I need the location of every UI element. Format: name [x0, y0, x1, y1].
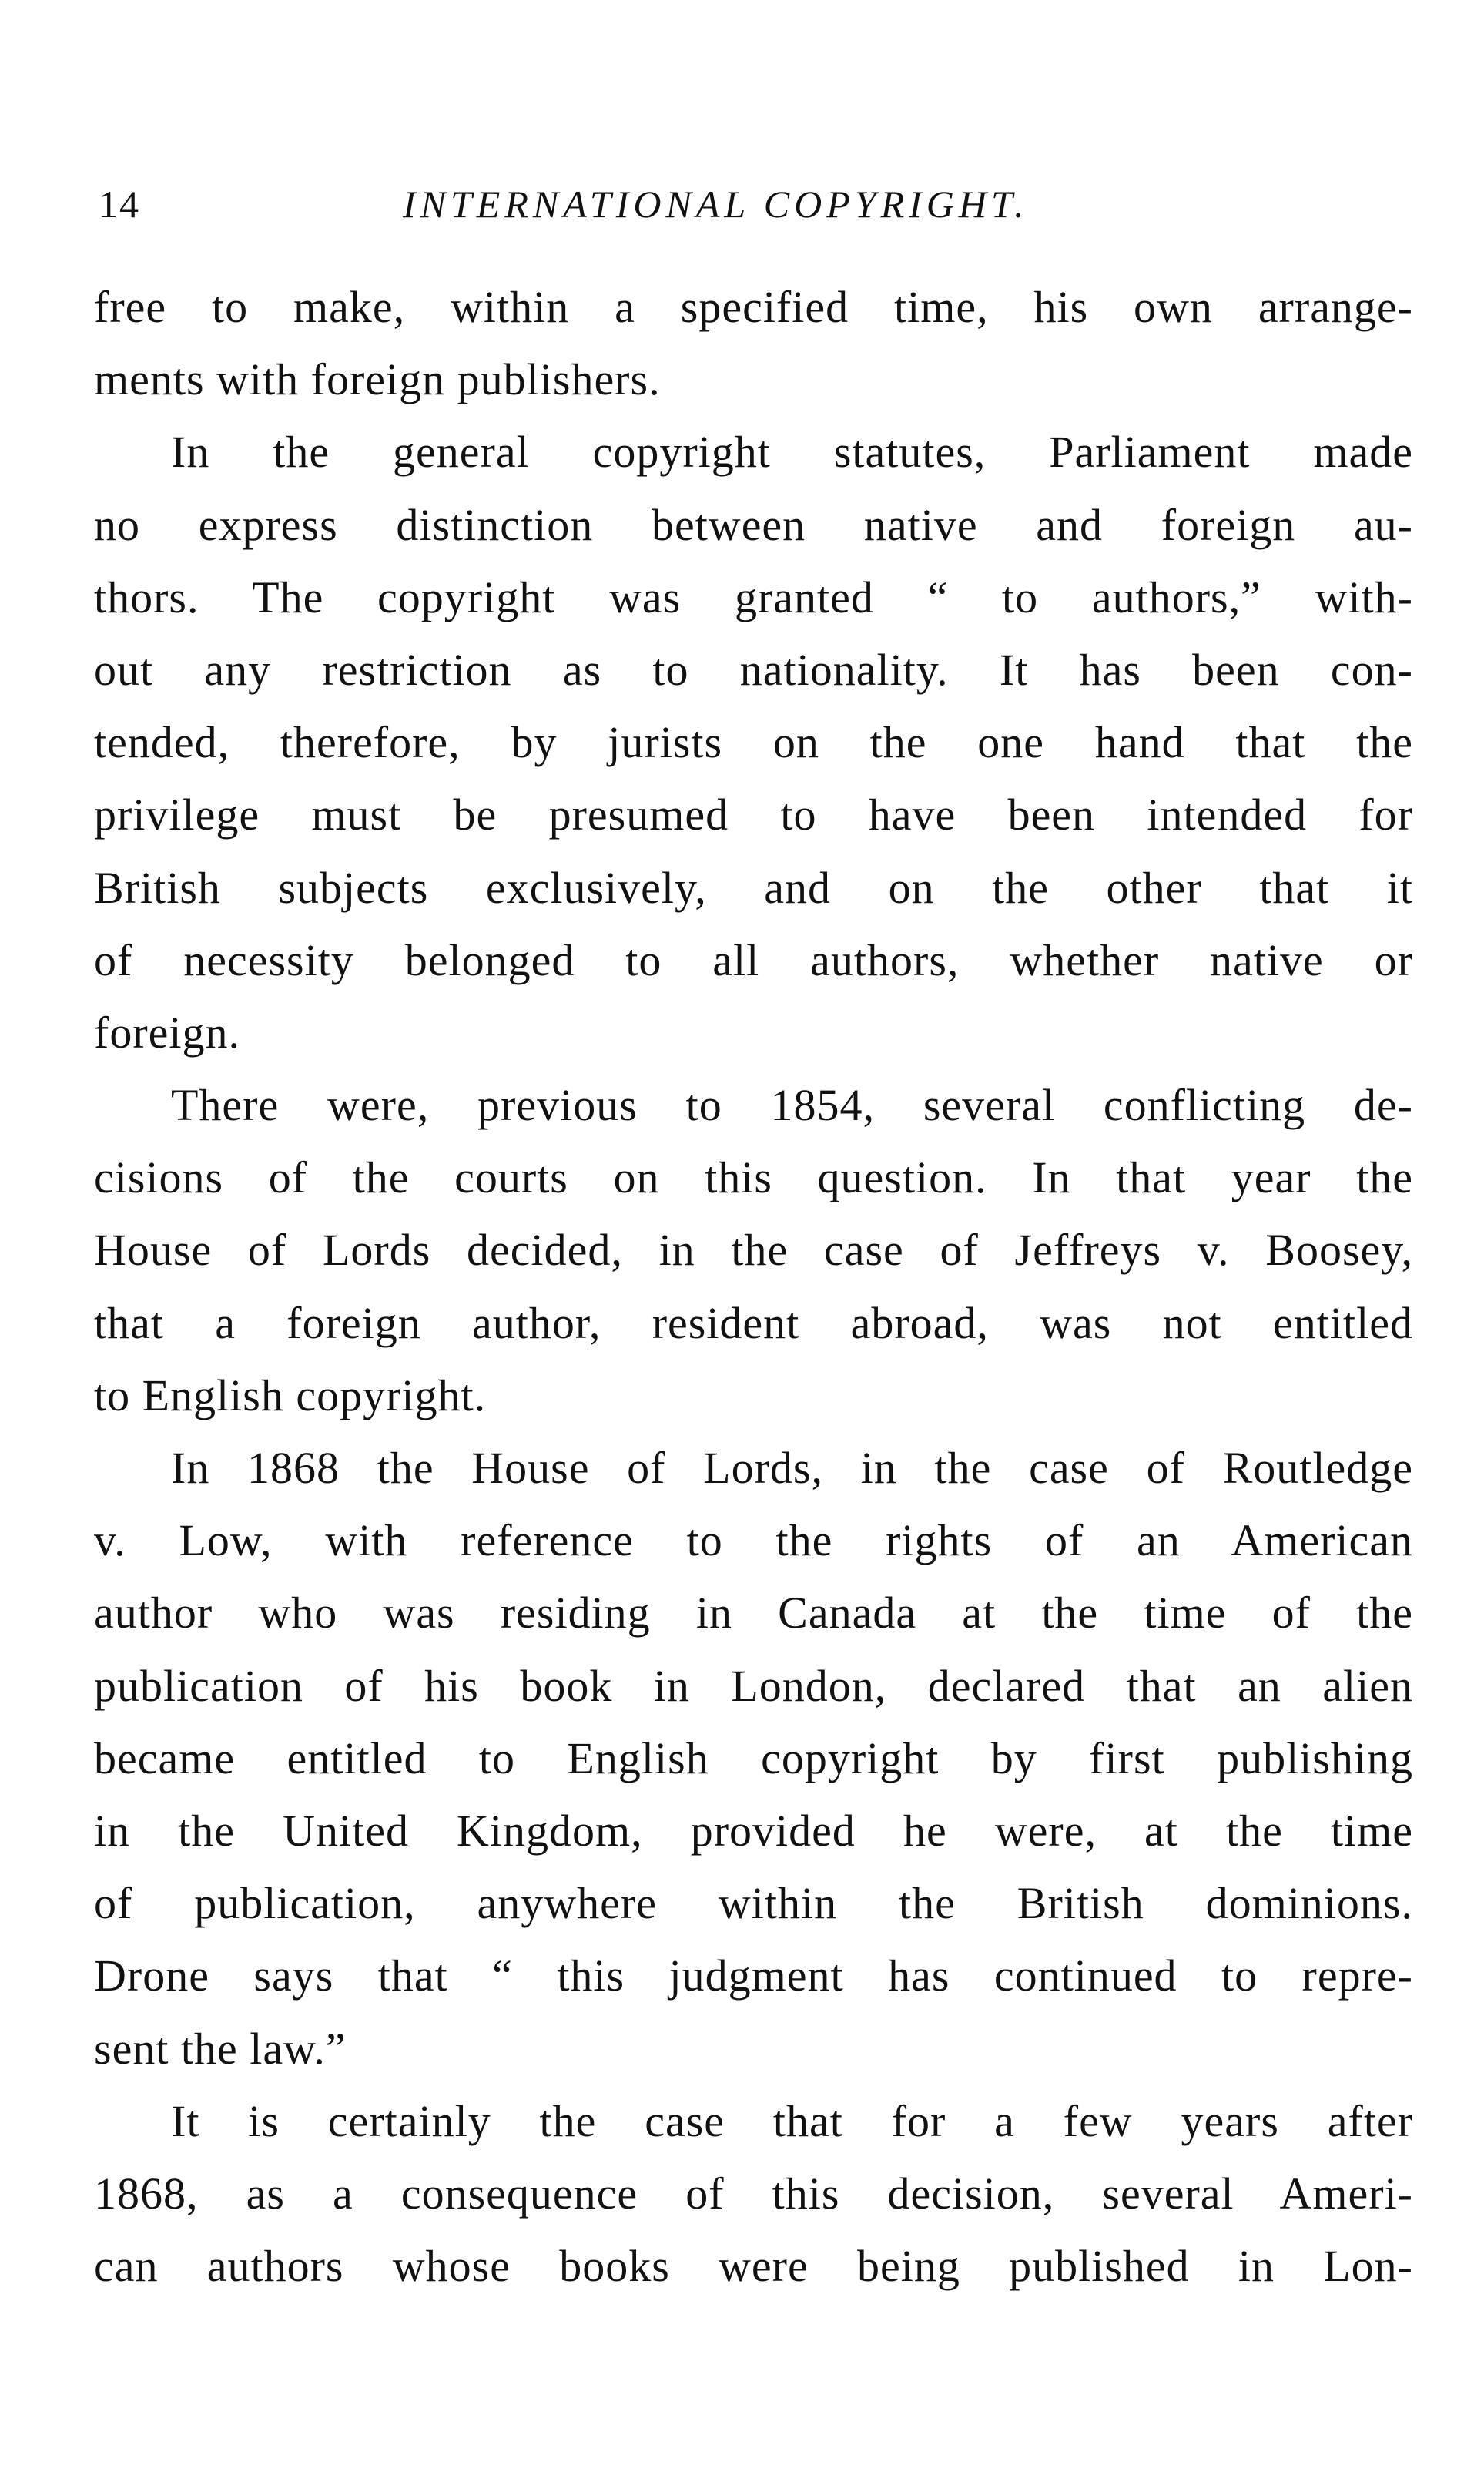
- text-line: House of Lords decided, in the case of Jeffreys v. Boosey,: [94, 1225, 1413, 1276]
- running-title: INTERNATIONAL COPYRIGHT.: [403, 183, 1029, 226]
- text-line: no express distinction between native and foreign au-: [94, 499, 1413, 550]
- text-line: to English copyright.: [94, 1370, 487, 1420]
- text-line: can authors whose books were being published in Lon-: [94, 2241, 1413, 2292]
- text-line: of publication, anywhere within the British dominions.: [94, 1878, 1413, 1929]
- text-line: cisions of the courts on this question. In that year the: [94, 1152, 1413, 1203]
- body-text: [94, 271, 1413, 2303]
- text-line: author who was residing in Canada at the time of the: [94, 1588, 1413, 1638]
- text-line: free to make, within a specified time, his own arrange-: [94, 282, 1413, 332]
- text-line: In 1868 the House of Lords, in the case of Routledge: [171, 1443, 1413, 1493]
- text-line: v. Low, with reference to the rights of an American: [94, 1515, 1413, 1566]
- text-line: thors. The copyright was granted “ to authors,” with-: [94, 572, 1413, 622]
- text-line: British subjects exclusively, and on the other that it: [94, 862, 1413, 913]
- text-line: 1868, as a consequence of this decision, several Ameri-: [94, 2168, 1413, 2219]
- text-line: It is certainly the case that for a few years after: [171, 2095, 1413, 2146]
- text-line: There were, previous to 1854, several conflicting de-: [171, 1080, 1413, 1131]
- text-line: In the general copyright statutes, Parliament made: [171, 427, 1413, 478]
- text-line: privilege must be presumed to have been intended for: [94, 790, 1413, 840]
- text-line: ments with foreign publishers.: [94, 354, 661, 405]
- text-line: out any restriction as to nationality. It has been con-: [94, 644, 1413, 695]
- text-line: foreign.: [94, 1007, 240, 1058]
- text-line: tended, therefore, by jurists on the one hand that the: [94, 717, 1413, 768]
- text-line: sent the law.”: [94, 2023, 347, 2074]
- text-line: in the United Kingdom, provided he were, at the time: [94, 1805, 1413, 1856]
- page-number: 14: [99, 183, 140, 226]
- running-head: [91, 173, 1415, 235]
- text-line: that a foreign author, resident abroad, was not entitled: [94, 1297, 1413, 1348]
- text-line: became entitled to English copyright by first publishing: [94, 1732, 1413, 1783]
- text-line: publication of his book in London, declared that an alien: [94, 1660, 1413, 1711]
- text-line: Drone says that “ this judgment has continued to repre-: [94, 1950, 1413, 2001]
- text-line: of necessity belonged to all authors, whether native or: [94, 934, 1413, 985]
